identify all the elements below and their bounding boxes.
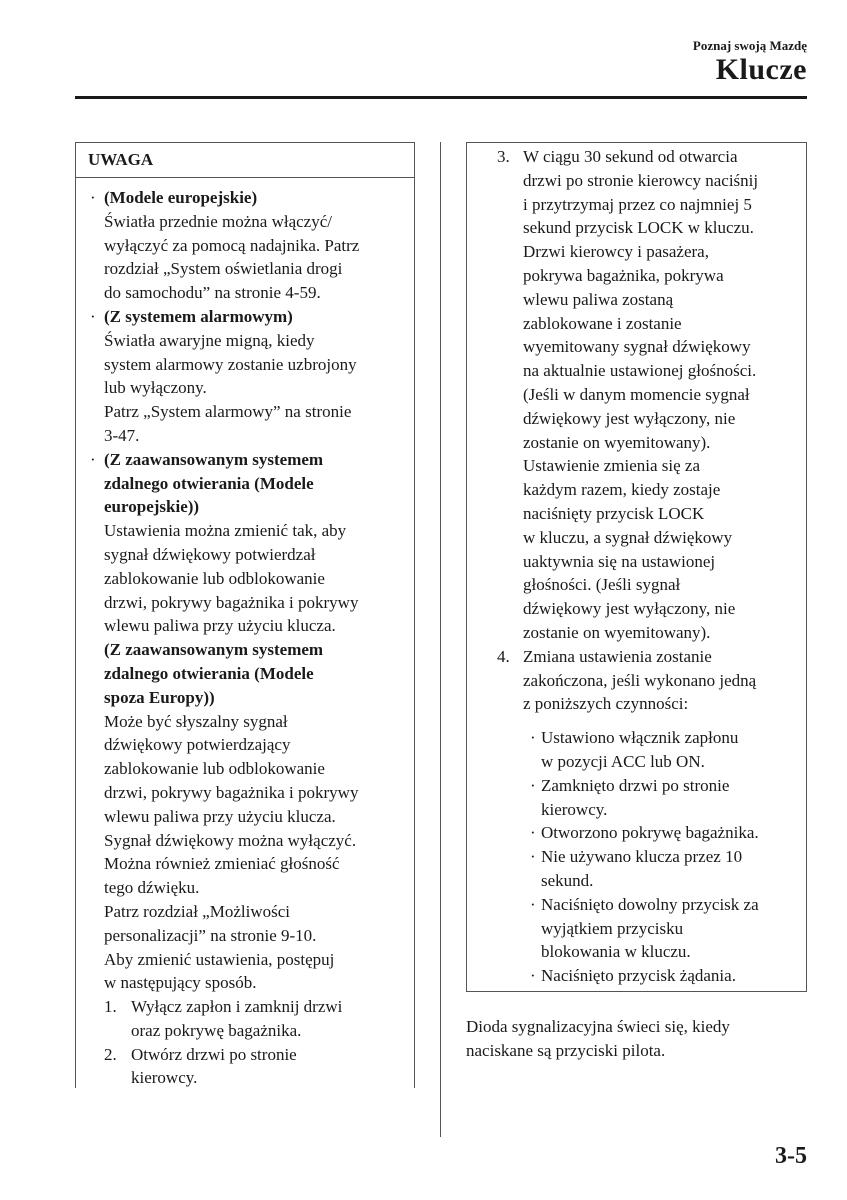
text-line: zablokowanie lub odblokowanie — [104, 759, 325, 779]
condition-item — [475, 821, 802, 845]
bullet-dot: · — [530, 966, 536, 986]
text-line: pokrywa bagażnika, pokrywa — [523, 265, 724, 285]
indicator-note — [466, 1015, 811, 1063]
uwaga-box — [75, 142, 415, 1088]
text-line: Można również zmieniać głośność — [104, 854, 340, 874]
text-line: w kluczu, a sygnał dźwiękowy — [523, 527, 733, 547]
condition-item — [475, 964, 802, 988]
bullet-dot: · — [530, 728, 536, 748]
page-number: 3-5 — [775, 1143, 807, 1169]
text-line: wlewu paliwa zostaną — [523, 289, 674, 309]
text-line: zostanie on wyemitowany). — [523, 432, 711, 452]
text-line: rozdział „System oświetlania drogi — [104, 259, 343, 279]
step-item — [475, 645, 802, 716]
step-item — [475, 145, 802, 645]
header-rule — [75, 96, 807, 99]
bullet-title: (Modele europejskie) — [104, 188, 258, 207]
uwaga-content — [86, 186, 408, 1090]
condition-item — [475, 893, 802, 964]
bullet-title: (Z systemem alarmowym) — [104, 306, 293, 326]
text-line: tego dźwięku. — [104, 878, 200, 898]
subsection-title: europejskie)) — [104, 497, 200, 517]
text-line: Może być słyszalny sygnał — [104, 711, 288, 731]
bullet-dot: · — [530, 894, 536, 914]
text-line: wyemitowany sygnał dźwiękowy — [523, 337, 751, 357]
text-line: Ustawienia można zmienić tak, aby — [104, 521, 347, 541]
bullet-european-models — [86, 186, 408, 305]
text-line: Otworzono pokrywę bagażnika. — [541, 823, 759, 843]
text-line: Zamknięto drzwi po stronie — [541, 775, 730, 795]
text-line: wlewu paliwa przy użyciu klucza. — [104, 806, 336, 826]
text-line: w pozycji ACC lub ON. — [541, 751, 705, 771]
text-line: sygnał dźwiękowy potwierdzał — [104, 544, 316, 564]
text-line: i przytrzymaj przez co najmniej 5 — [523, 194, 752, 214]
bullet-alarm-system — [86, 305, 408, 448]
text-line: Ustawienie zmienia się za — [523, 456, 701, 476]
condition-list — [475, 726, 802, 988]
bullet-dot: · — [90, 306, 96, 326]
condition-item — [475, 774, 802, 822]
subsection-title: spoza Europy)) — [104, 687, 215, 707]
step-number: 1. — [104, 997, 117, 1017]
subsection-title: zdalnego otwierania (Modele — [104, 473, 314, 493]
text-line: blokowania w kluczu. — [541, 942, 691, 962]
bullet-advanced-keyless — [86, 448, 408, 995]
text-line: W ciągu 30 sekund od otwarcia — [523, 147, 738, 166]
bullet-dot: · — [530, 823, 536, 843]
text-line: drzwi po stronie kierowcy naciśnij — [523, 170, 759, 190]
text-line: lub wyłączony. — [104, 378, 207, 398]
text-line: Nie używano klucza przez 10 — [541, 847, 743, 867]
text-line: w następujący sposób. — [104, 973, 257, 993]
text-line: Patrz „System alarmowy” na stronie — [104, 402, 352, 422]
text-line: dźwiękowy jest wyłączony, nie — [523, 408, 736, 428]
step-number: 2. — [104, 1044, 117, 1064]
text-line: Dioda sygnalizacyjna świeci się, kiedy — [466, 1017, 730, 1036]
text-line: Drzwi kierowcy i pasażera, — [523, 242, 709, 262]
text-line: Światła awaryjne migną, kiedy — [104, 330, 315, 350]
text-line: Naciśnięto przycisk żądania. — [541, 966, 736, 986]
step-item — [86, 995, 408, 1043]
text-line: wlewu paliwa przy użyciu klucza. — [104, 616, 336, 636]
text-line: Wyłącz zapłon i zamknij drzwi — [131, 997, 343, 1017]
text-line: dźwiękowy jest wyłączony, nie — [523, 599, 736, 619]
text-line: Sygnał dźwiękowy można wyłączyć. — [104, 830, 357, 850]
text-line: Patrz rozdział „Możliwości — [104, 901, 290, 921]
text-line: personalizacji” na stronie 9-10. — [104, 925, 317, 945]
text-line: (Jeśli w danym momencie sygnał — [523, 384, 750, 404]
text-line: Aby zmienić ustawienia, postępuj — [104, 949, 335, 969]
uwaga-heading: UWAGA — [76, 142, 414, 178]
text-line: do samochodu” na stronie 4-59. — [104, 283, 321, 303]
continuation-content — [475, 145, 802, 988]
continuation-box — [466, 142, 807, 992]
text-line: zablokowanie lub odblokowanie — [104, 568, 325, 588]
text-line: każdym razem, kiedy zostaje — [523, 480, 721, 500]
text-line: dźwiękowy potwierdzający — [104, 735, 291, 755]
text-line: 3-47. — [104, 425, 140, 445]
text-line: wyłączyć za pomocą nadajnika. Patrz — [104, 235, 360, 255]
page-title: Klucze — [715, 53, 807, 86]
step-number: 3. — [497, 147, 510, 166]
step-number: 4. — [497, 646, 510, 666]
text-line: oraz pokrywę bagażnika. — [131, 1020, 302, 1040]
text-line: głośności. (Jeśli sygnał — [523, 575, 681, 595]
bullet-dot: · — [530, 775, 536, 795]
text-line: drzwi, pokrywy bagażnika i pokrywy — [104, 782, 359, 802]
text-line: zablokowane i zostanie — [523, 313, 682, 333]
text-line: kierowcy. — [131, 1068, 198, 1088]
text-line: naciśnięty przycisk LOCK — [523, 503, 705, 523]
step-item — [86, 1043, 408, 1091]
text-line: sekund przycisk LOCK w kluczu. — [523, 218, 754, 238]
text-line: sekund. — [541, 870, 594, 890]
text-line: kierowcy. — [541, 799, 608, 819]
bullet-dot: · — [530, 847, 536, 867]
text-line: Ustawiono włącznik zapłonu — [541, 728, 739, 748]
text-line: naciskane są przyciski pilota. — [466, 1040, 666, 1060]
bullet-dot: · — [90, 449, 96, 469]
text-line: z poniższych czynności: — [523, 694, 689, 714]
section-label: Poznaj swoją Mazdę — [692, 38, 807, 53]
subsection-title: zdalnego otwierania (Modele — [104, 663, 314, 683]
text-line: Naciśnięto dowolny przycisk za — [541, 894, 759, 914]
text-line: uaktywnia się na ustawionej — [523, 551, 716, 571]
condition-item — [475, 726, 802, 774]
text-line: drzwi, pokrywy bagażnika i pokrywy — [104, 592, 359, 612]
text-line: zostanie on wyemitowany). — [523, 622, 711, 642]
subsection-title: (Z zaawansowanym systemem — [104, 640, 324, 660]
text-line: Otwórz drzwi po stronie — [131, 1044, 297, 1064]
text-line: Zmiana ustawienia zostanie — [523, 646, 712, 666]
bullet-dot: · — [90, 188, 96, 207]
text-line: wyjątkiem przycisku — [541, 918, 684, 938]
subsection-title: (Z zaawansowanym systemem — [104, 449, 324, 469]
text-line: na aktualnie ustawionej głośności. — [523, 361, 757, 381]
condition-item — [475, 845, 802, 893]
text-line: zakończona, jeśli wykonano jedną — [523, 670, 757, 690]
text-line: system alarmowy zostanie uzbrojony — [104, 354, 357, 374]
column-divider — [440, 142, 441, 1137]
text-line: Światła przednie można włączyć/ — [104, 211, 332, 231]
